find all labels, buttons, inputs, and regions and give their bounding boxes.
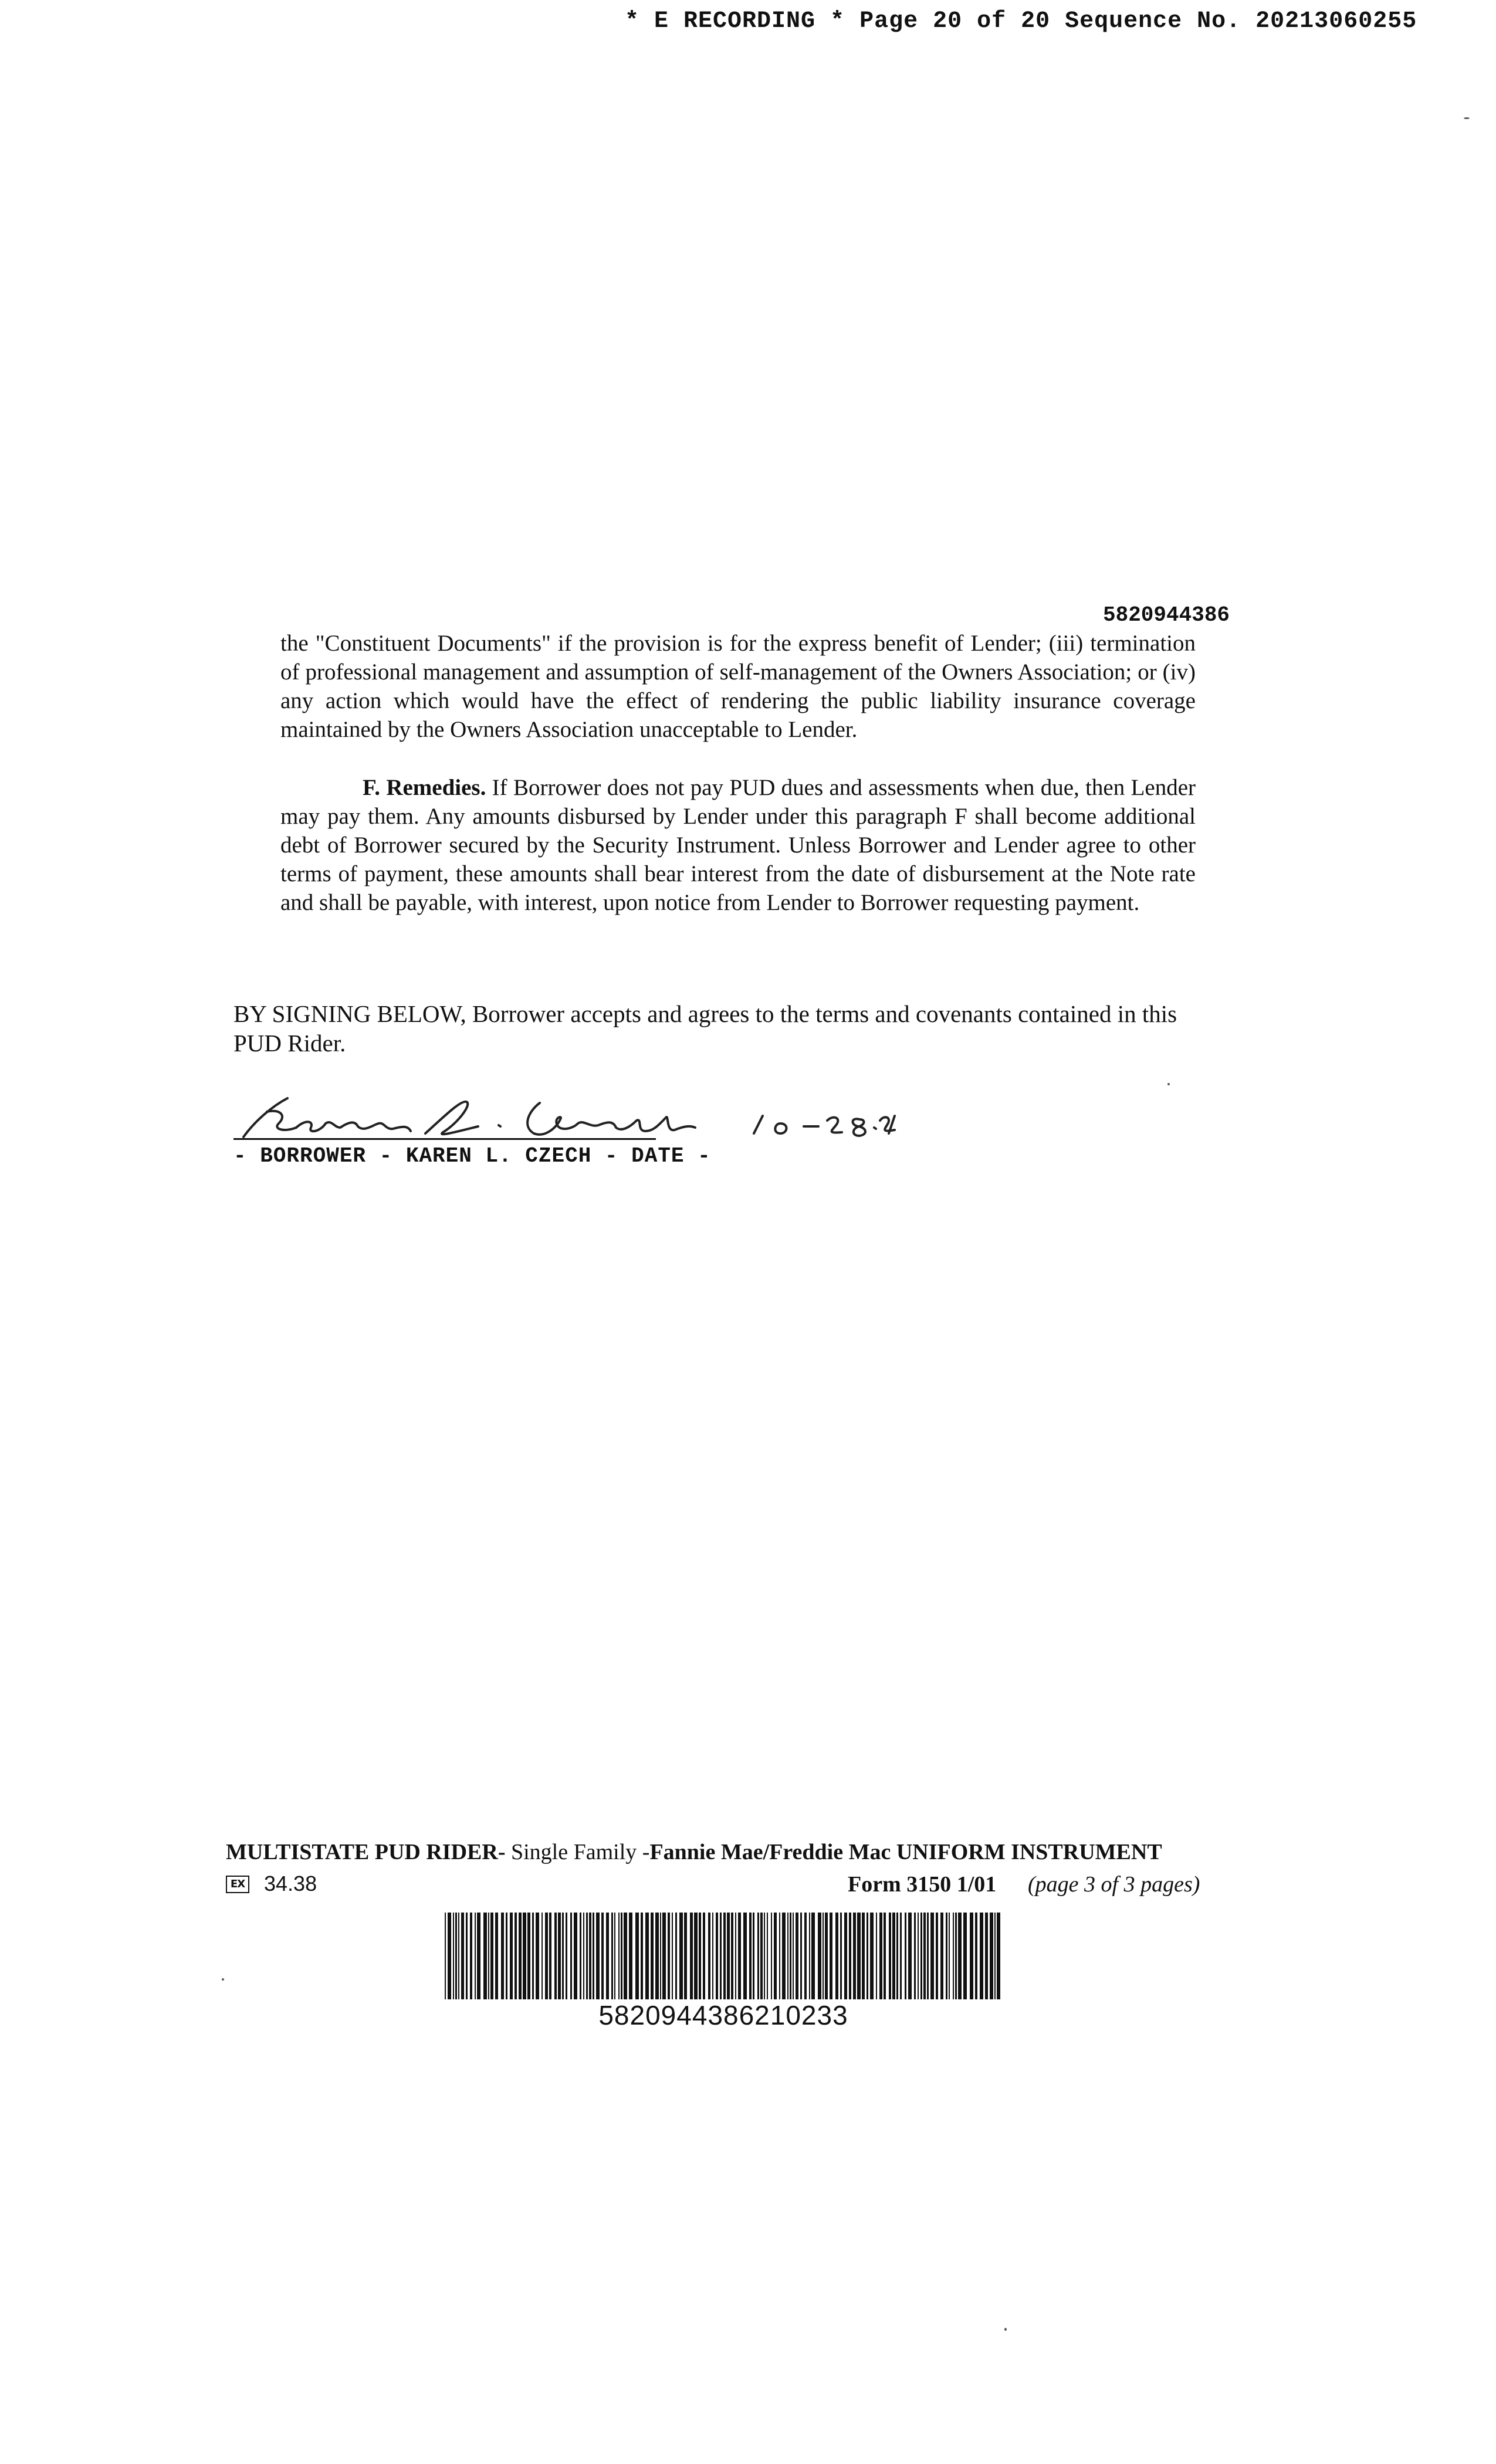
remedies-heading: F. Remedies. (363, 775, 486, 800)
barcode-bar (771, 1913, 772, 1999)
barcode-bar (830, 1913, 832, 1999)
form-title-part-3: Fannie Mae/Freddie Mac (649, 1840, 896, 1864)
loan-number: 5820944386 (1103, 603, 1230, 627)
barcode-bar (570, 1913, 572, 1999)
barcode-bar (611, 1913, 613, 1999)
barcode-bar (635, 1913, 639, 1999)
barcode-bar (708, 1913, 710, 1999)
barcode-bar (782, 1913, 786, 1999)
barcode-bar (690, 1913, 693, 1999)
scan-speck (1004, 2328, 1007, 2331)
barcode-bar (749, 1913, 752, 1999)
barcode-bar (445, 1913, 446, 1999)
form-code-icon: EX (226, 1876, 249, 1893)
barcode-bar (655, 1913, 659, 1999)
barcode-bar (793, 1913, 794, 1999)
barcode-bar (694, 1913, 698, 1999)
barcode-bar (483, 1913, 487, 1999)
barcode-bar (857, 1913, 861, 1999)
barcode-bar (753, 1913, 754, 1999)
form-title-part-4: UNIFORM INSTRUMENT (896, 1840, 1162, 1864)
barcode-bar (853, 1913, 856, 1999)
barcode-bar (980, 1913, 983, 1999)
barcode-bar (703, 1913, 705, 1999)
barcode-bar (574, 1913, 577, 1999)
barcode-bar (545, 1913, 548, 1999)
barcode-bar (849, 1913, 851, 1999)
barcode-bar (651, 1913, 654, 1999)
barcode-bar (510, 1913, 513, 1999)
barcode-bar (458, 1913, 459, 1999)
barcode-bar (645, 1913, 649, 1999)
barcode-bar (743, 1913, 747, 1999)
scan-speck (1464, 117, 1470, 119)
barcode-bar (975, 1913, 977, 1999)
barcode-bar (994, 1913, 996, 1999)
barcode-bar (923, 1913, 926, 1999)
barcode-bar (593, 1913, 594, 1999)
barcode-bar (990, 1913, 993, 1999)
barcode-bar (767, 1913, 768, 1999)
barcode-bar (532, 1913, 534, 1999)
barcode-bar (684, 1913, 687, 1999)
barcode-bar (825, 1913, 828, 1999)
barcode-bar (949, 1913, 950, 1999)
barcode-bar (506, 1913, 507, 1999)
barcode-bar (927, 1913, 929, 1999)
barcode-bar (495, 1913, 498, 1999)
barcode-bar (970, 1913, 973, 1999)
barcode-number: 5820944386210233 (598, 2000, 848, 2030)
barcode-bar (997, 1913, 1000, 1999)
barcode-bar (835, 1913, 838, 1999)
barcode-bar (844, 1913, 847, 1999)
barcode-bar (672, 1913, 673, 1999)
barcode-bar (515, 1913, 517, 1999)
scan-speck (222, 1978, 224, 1981)
barcode-bar (716, 1913, 718, 1999)
barcode-bar (905, 1913, 906, 1999)
barcode-bar (955, 1913, 957, 1999)
form-code: 34.38 (264, 1871, 317, 1896)
barcode-bar (523, 1913, 526, 1999)
barcode-bar (621, 1913, 622, 1999)
barcode-bar (720, 1913, 722, 1999)
remedies-paragraph (280, 773, 1196, 917)
barcode-bar (614, 1913, 615, 1999)
barcode-bar (876, 1913, 877, 1999)
barcode-bar (477, 1913, 480, 1999)
page-indicator: (page 3 of 3 pages) (1028, 1872, 1200, 1897)
barcode-bar (787, 1913, 788, 1999)
barcode-bar (738, 1913, 741, 1999)
barcode-bar (735, 1913, 736, 1999)
signing-statement: BY SIGNING BELOW, Borrower accepts and agrees to the terms and covenants contained in this PUD Rider. (233, 1000, 1177, 1057)
barcode-bar (554, 1913, 557, 1999)
barcode-bar (900, 1913, 902, 1999)
barcode-bar (624, 1913, 627, 1999)
barcode-bar (731, 1913, 733, 1999)
barcode-bar (823, 1913, 824, 1999)
barcode-bar (800, 1913, 802, 1999)
barcode-bar (549, 1913, 551, 1999)
form-title-part-2: Single Family - (505, 1840, 650, 1864)
barcode-bar (699, 1913, 701, 1999)
barcode-bar (675, 1913, 677, 1999)
barcode-bar (470, 1913, 472, 1999)
barcode-bar (862, 1913, 865, 1999)
form-title (226, 1839, 1235, 1865)
barcode-bar (920, 1913, 922, 1999)
barcode (445, 1913, 1002, 1999)
barcode-bar (779, 1913, 780, 1999)
borrower-signature (232, 1091, 901, 1150)
continued-clause-paragraph: the "Constituent Documents" if the provision is for the express benefit of Lender; (iii) termination of professional management and assumption of self-management of the Owners Association; or (iv) any action which would have the effect of rendering the public liability insurance coverage maintained by the Owners Association unacceptable to Lender. (280, 631, 1196, 742)
barcode-bar (811, 1913, 815, 1999)
barcode-bar (867, 1913, 868, 1999)
barcode-bar (455, 1913, 457, 1999)
barcode-bar (519, 1913, 522, 1999)
barcode-bar (466, 1913, 468, 1999)
barcode-bar (870, 1913, 874, 1999)
barcode-bar (764, 1913, 765, 1999)
barcode-bar (940, 1913, 943, 1999)
barcode-bar (946, 1913, 947, 1999)
barcode-bar (536, 1913, 539, 1999)
barcode-bar (596, 1913, 600, 1999)
barcode-bar (583, 1913, 584, 1999)
barcode-bar (586, 1913, 588, 1999)
barcode-bar (953, 1913, 954, 1999)
barcode-bar (601, 1913, 604, 1999)
barcode-bar (790, 1913, 791, 1999)
barcode-bar (679, 1913, 683, 1999)
form-number: Form 3150 1/01 (848, 1872, 997, 1897)
form-title-part-1: MULTISTATE PUD RIDER- (226, 1840, 506, 1864)
barcode-bar (727, 1913, 730, 1999)
barcode-bar (475, 1913, 476, 1999)
signature-line (233, 1138, 656, 1140)
barcode-bar (896, 1913, 898, 1999)
barcode-bar (985, 1913, 988, 1999)
barcode-bar (774, 1913, 777, 1999)
barcode-bar (461, 1913, 464, 1999)
barcode-bar (668, 1913, 670, 1999)
barcode-bar (562, 1913, 564, 1999)
barcode-bar (488, 1913, 489, 1999)
barcode-bar (958, 1913, 962, 1999)
barcode-bar (660, 1913, 661, 1999)
recording-header: * E RECORDING * Page 20 of 20 Sequence No. 20213060255 (625, 8, 1417, 35)
signature-caption: - BORROWER - KAREN L. CZECH - DATE - (233, 1144, 711, 1168)
barcode-bar (589, 1913, 591, 1999)
barcode-bar (501, 1913, 504, 1999)
barcode-bar (712, 1913, 713, 1999)
barcode-bar (963, 1913, 967, 1999)
barcode-bar (889, 1913, 891, 1999)
scan-speck (1167, 1083, 1170, 1085)
barcode-bar (618, 1913, 620, 1999)
barcode-bar (884, 1913, 886, 1999)
remedies-text: If Borrower does not pay PUD dues and assessments when due, then Lender may pay them. Any amounts disbursed by Lender under this paragraph F shall become additional debt of Borrower secured by the Security Instrument. Unless Borrower and Lender agree to other terms of payment, these amounts shall bear interest from the date of disbursement at the Note rate and shall be payable, with interest, upon notice from Lender to Borrower requesting payment. (280, 775, 1196, 915)
barcode-bar (804, 1913, 807, 1999)
barcode-bar (566, 1913, 567, 1999)
barcode-bar (723, 1913, 726, 1999)
barcode-bar (809, 1913, 810, 1999)
barcode-bar (490, 1913, 493, 1999)
barcode-bar (908, 1913, 912, 1999)
barcode-bar (796, 1913, 798, 1999)
barcode-bar (641, 1913, 643, 1999)
barcode-bar (662, 1913, 666, 1999)
barcode-bar (453, 1913, 454, 1999)
barcode-bar (757, 1913, 759, 1999)
barcode-bar (936, 1913, 938, 1999)
barcode-bar (918, 1913, 919, 1999)
barcode-bar (840, 1913, 842, 1999)
barcode-bar (527, 1913, 530, 1999)
barcode-bar (914, 1913, 916, 1999)
barcode-bar (629, 1913, 632, 1999)
barcode-bar (892, 1913, 895, 1999)
barcode-bar (606, 1913, 609, 1999)
barcode-bar (448, 1913, 451, 1999)
barcode-bar (558, 1913, 561, 1999)
barcode-bar (580, 1913, 581, 1999)
barcode-bar (879, 1913, 882, 1999)
barcode-bar (760, 1913, 763, 1999)
barcode-bar (541, 1913, 543, 1999)
barcode-bar (930, 1913, 934, 1999)
barcode-bar (818, 1913, 821, 1999)
